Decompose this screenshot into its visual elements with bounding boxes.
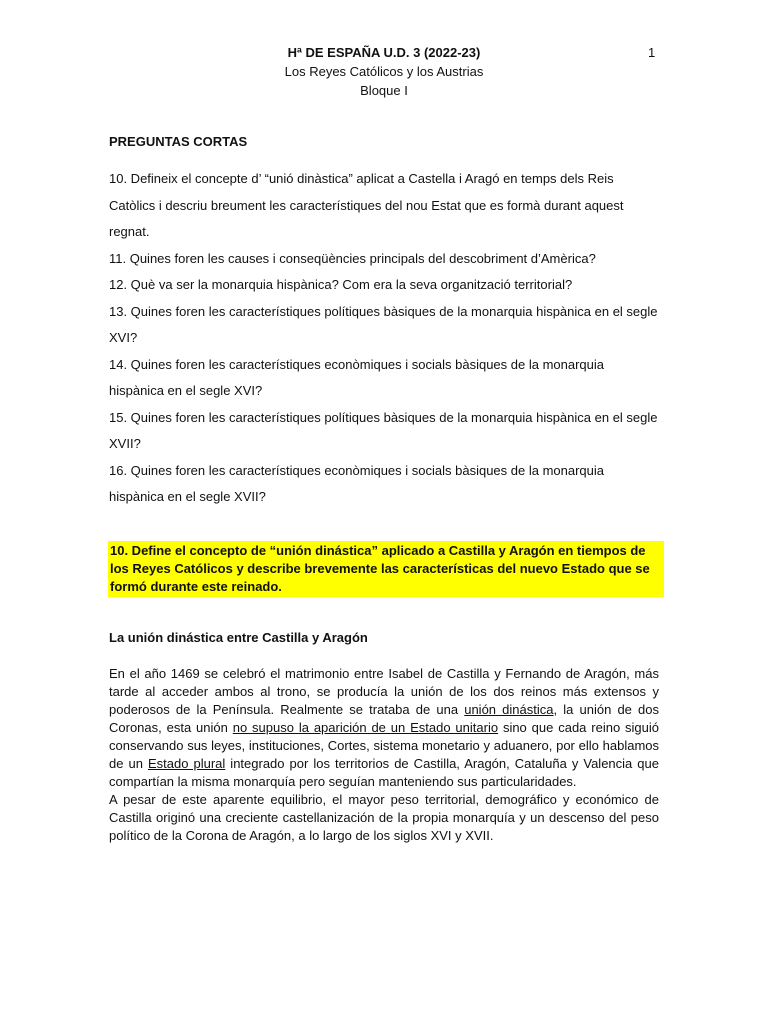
header-block: Bloque I (360, 83, 408, 98)
question-item: 16. Quines foren les característiques econòmiques i socials bàsiques de la monarquia hispànica en el segle XVII? (109, 462, 604, 504)
answer-paragraph-2: A pesar de este aparente equilibrio, el mayor peso territorial, demográfico y económico de Castilla originó una creciente castellanización de la propia monarquía y un descenso del peso político de la Corona de Aragón, a lo largo de los siglos XVI y XVII. (109, 792, 659, 843)
question-item: 12. Què va ser la monarquia hispànica? Com era la seva organització territorial? (109, 277, 573, 292)
answer-paragraph-1 (109, 665, 659, 791)
answer-body (109, 665, 659, 845)
question-item: 13. Quines foren les característiques polítiques bàsiques de la monarquia hispànica en el segle XVI? (109, 303, 658, 345)
underlined-term: unión dinástica (464, 702, 554, 717)
question-item: 15. Quines foren les característiques polítiques bàsiques de la monarquia hispànica en el segle XVII? (109, 409, 658, 451)
question-item: 11. Quines foren les causes i conseqüències principals del descobriment d’Amèrica? (109, 250, 596, 266)
question-item: 10. Defineix el concepte d’ “unió dinàstica” aplicat a Castella i Aragó en temps dels Reis Catòlics i descriu breument les característiques del nou Estat que es formà durant aquest regnat. (109, 171, 624, 239)
text-run: sino que cada reino siguió conservando sus leyes, instituciones, Cortes, sistema monetario y aduanero, por ello hablamos de un (109, 720, 659, 771)
page-number: 1 (648, 45, 656, 60)
text-run: , la unión de dos Coronas, esta unión (109, 702, 660, 735)
section-title: PREGUNTAS CORTAS (109, 134, 248, 149)
highlighted-question: 10. Define el concepto de “unión dinástica” aplicado a Castilla y Aragón en tiempos de los Reyes Católicos y describe brevemente las características del nuevo Estado que se formó durante este reinado. (108, 541, 664, 597)
header-subtitle: Los Reyes Católicos y los Austrias (284, 64, 484, 79)
question-item: 14. Quines foren les característiques econòmiques i socials bàsiques de la monarquia hispànica en el segle XVI? (109, 356, 604, 398)
text-run: integrado por los territorios de Castilla, Aragón, Cataluña y Valencia que compartían la misma monarquía pero seguían manteniendo sus particularidades. (109, 756, 659, 789)
question-list (109, 166, 661, 511)
underlined-term: Estado plural (147, 756, 226, 771)
underlined-term: no supuso la aparición de un Estado unitario (232, 720, 499, 735)
header-title: Hª DE ESPAÑA U.D. 3 (2022-23) (287, 45, 481, 60)
text-run: En el año 1469 se celebró el matrimonio entre Isabel de Castilla y Fernando de Aragón, más tarde al acceder ambos al trono, se producía la unión de los dos reinos más extensos y poderosos de la Península. Realmente se trataba de una (109, 666, 659, 717)
answer-title: La unión dinástica entre Castilla y Aragón (109, 630, 368, 645)
